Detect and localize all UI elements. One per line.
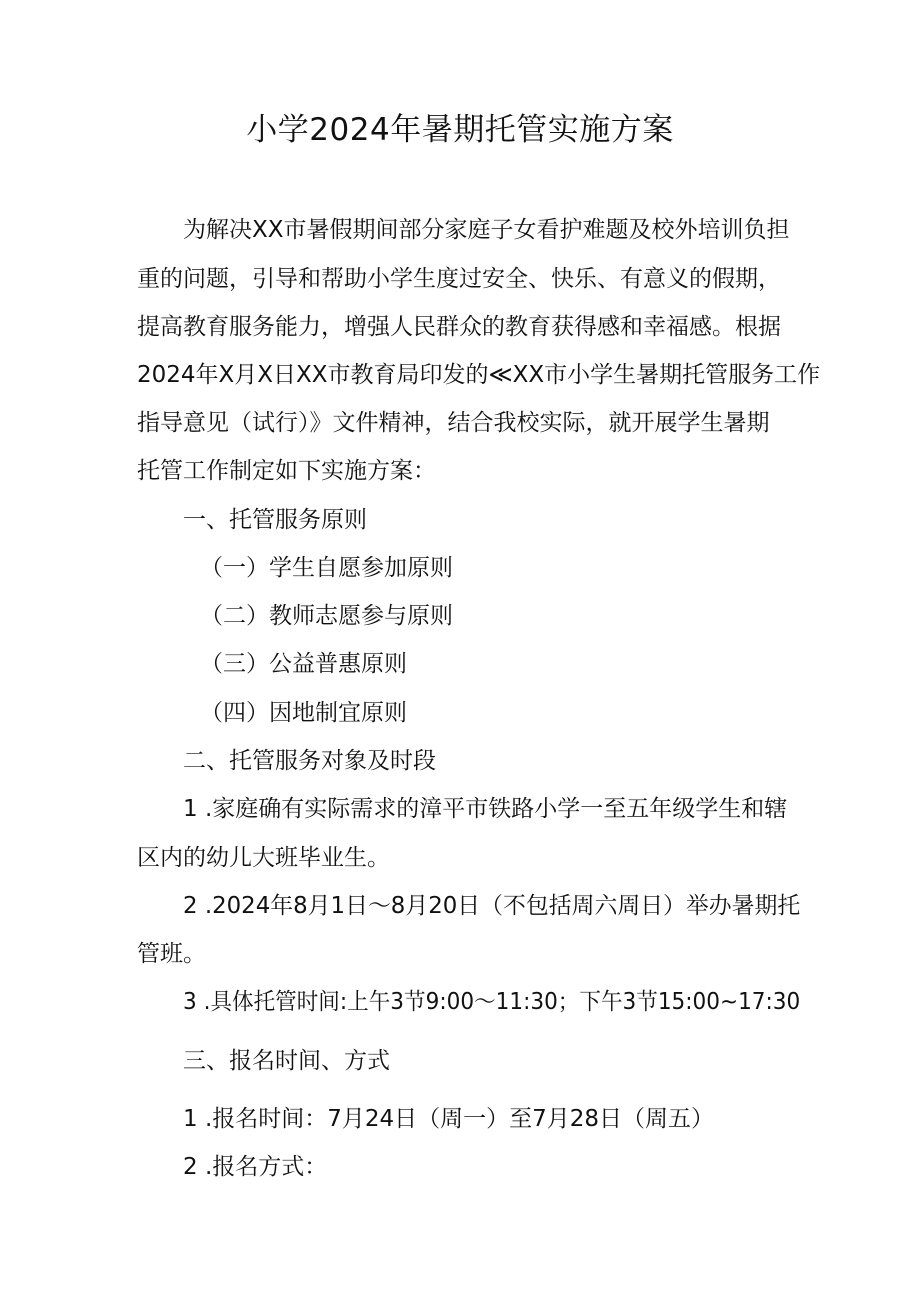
document-title: 小学2024年暑期托管实施方案 [246, 112, 674, 148]
section3-heading: 三、报名时间、方式 [183, 1048, 390, 1074]
section2-item2-line2: 管班。 [137, 941, 206, 967]
intro-line-1: 为解决XX市暑假期间部分家庭子女看护难题及校外培训负担 [183, 217, 790, 243]
intro-line-3: 提高教育服务能力，增强人民群众的教育获得感和幸福感。根据 [137, 314, 781, 340]
section2-heading: 二、托管服务对象及时段 [183, 748, 436, 774]
section2-item1-line2: 区内的幼儿大班毕业生。 [137, 845, 390, 871]
section2-item3: 3 .具体托管时间:上午3节9:00～11:30；下午3节15:00~17:30 [183, 989, 801, 1015]
section3-item2: 2 .报名方式： [183, 1154, 328, 1180]
section1-item-1: （一）学生自愿参加原则 [200, 555, 453, 581]
intro-line-5: 指导意见（试行）》文件精神，结合我校实际，就开展学生暑期 [137, 410, 770, 436]
intro-line-4: 2024年X月X日XX市教育局印发的≪XX市小学生暑期托管服务工作 [137, 362, 821, 388]
section1-item-3: （三）公益普惠原则 [200, 651, 407, 677]
section3-item1: 1 .报名时间：7月24日（周一）至7月28日（周五） [183, 1106, 715, 1132]
section1-item-2: （二）教师志愿参与原则 [200, 603, 453, 629]
intro-line-6: 托管工作制定如下实施方案： [137, 458, 436, 484]
section1-heading: 一、托管服务原则 [183, 507, 367, 533]
section2-item2-line1: 2 .2024年8月1日〜8月20日（不包括周六周日）举办暑期托 [183, 893, 801, 919]
section2-item1-line1: 1 .家庭确有实际需求的漳平市铁路小学一至五年级学生和辖 [183, 796, 788, 822]
intro-line-2: 重的问题，引导和帮助小学生度过安全、快乐、有意义的假期， [137, 266, 781, 292]
section1-item-4: （四）因地制宜原则 [200, 700, 407, 726]
